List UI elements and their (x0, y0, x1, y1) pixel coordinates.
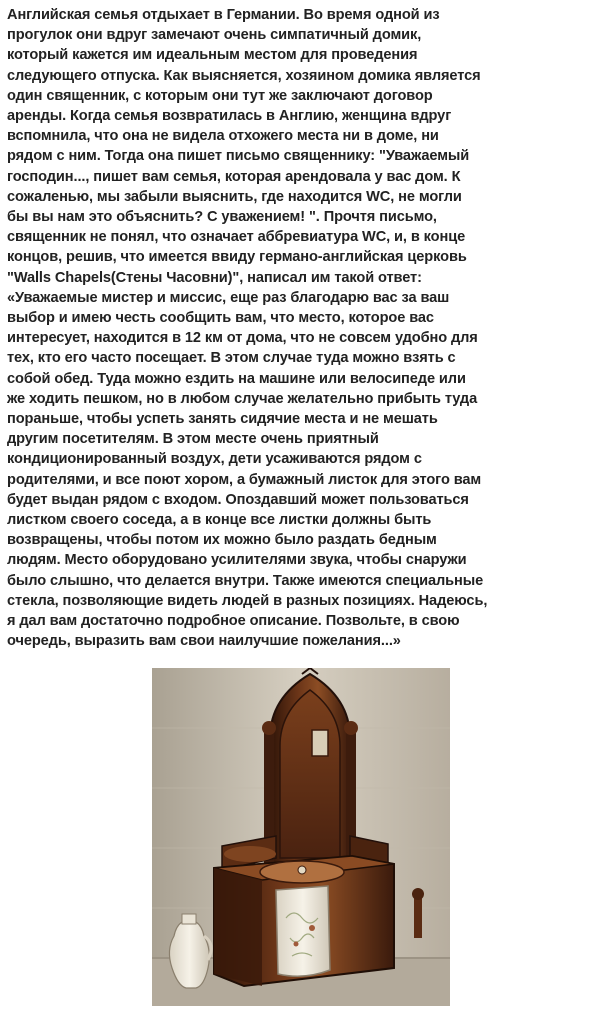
story-line: пораньше, чтобы успеть занять сидячие места и не мешать (7, 411, 438, 428)
story-line: Английская семья отдыхает в Германии. Во время одной из (7, 7, 440, 23)
story-line: стекла, позволяющие видеть людей в разных позициях. Надеюсь, (7, 592, 488, 609)
story-line: бы вы нам это объяснить? С уважением! ". Прочтя письмо, (7, 209, 437, 226)
cistern-plate (312, 730, 328, 756)
story-line: рядом с ним. Тогда она пишет письмо священнику: "Уважаемый (7, 148, 470, 165)
story-line: собой обед. Туда можно ездить на машине или велосипеде или (7, 370, 466, 387)
story-line: концов, решив, что имеется ввиду германо-английская церковь (7, 249, 467, 266)
story-line: аренды. Когда семья возвратилась в Англию, женщина вдруг (7, 108, 452, 125)
story-line: «Уважаемые мистер и миссис, еще раз благодарю вас за ваш (7, 289, 450, 306)
story-line: господин..., пишет вам семья, которая арендовала у вас дом. К (7, 168, 461, 185)
story-line: другим посетителям. В этом месте очень приятный (7, 431, 379, 448)
throne-toilet-photo (152, 668, 450, 1006)
story-line: родителями, и все поют хором, а бумажный листок для этого вам (7, 471, 482, 488)
story-line: же ходить пешком, но в любом случае желательно прибыть туда (7, 390, 478, 407)
story-line: людям. Место оборудовано усилителями звука, чтобы снаружи (7, 552, 467, 569)
story-text (7, 5, 587, 652)
paper-holder (414, 898, 422, 938)
story-line: возвращены, чтобы потом их можно было раздать бедным (7, 532, 437, 549)
story-line: было слышно, что делается внутри. Также имеются специальные (7, 572, 484, 589)
story-line: листком своего соседа, а в конце все листки должны быть (7, 512, 432, 529)
story-line: следующего отпуска. Как выясняется, хозяином домика является (7, 67, 481, 84)
porcelain-bowl (276, 886, 330, 976)
story-line: я дал вам достаточно подробное описание. Позвольте, в свою (7, 613, 460, 630)
story-line: тех, кто его часто посещает. В этом случае туда можно взять с (7, 350, 456, 367)
story-line: один священник, с которым они тут же заключают договор (7, 87, 433, 104)
story-line: интересует, находится в 12 км от дома, что не совсем удобно для (7, 330, 478, 347)
story-line: выбор и имею честь сообщить вам, что место, которое вас (7, 310, 434, 327)
story-line: будет выдан рядом с входом. Опоздавший может пользоваться (7, 491, 469, 508)
story-line: вспомнила, что она не видела отхожего места ни в доме, ни (7, 128, 439, 145)
story-line: прогулок они вдруг замечают очень симпатичный домик, (7, 27, 422, 44)
story-line: кондиционированный воздух, дети усаживаются рядом с (7, 451, 422, 468)
story-line: священник не понял, что означает аббревиатура WC, и, в конце (7, 229, 466, 246)
story-line: очередь, выразить вам свои наилучшие пожелания...» (7, 633, 401, 650)
story-line: "Walls Chapels(Стены Часовни)", написал им такой ответ: (7, 269, 422, 286)
story-line: который кажется им идеальным местом для проведения (7, 47, 418, 64)
story-line: сожаленью, мы забыли выяснить, где находится WC, не могли (7, 188, 462, 205)
throne-toilet-illustration (152, 668, 450, 1006)
